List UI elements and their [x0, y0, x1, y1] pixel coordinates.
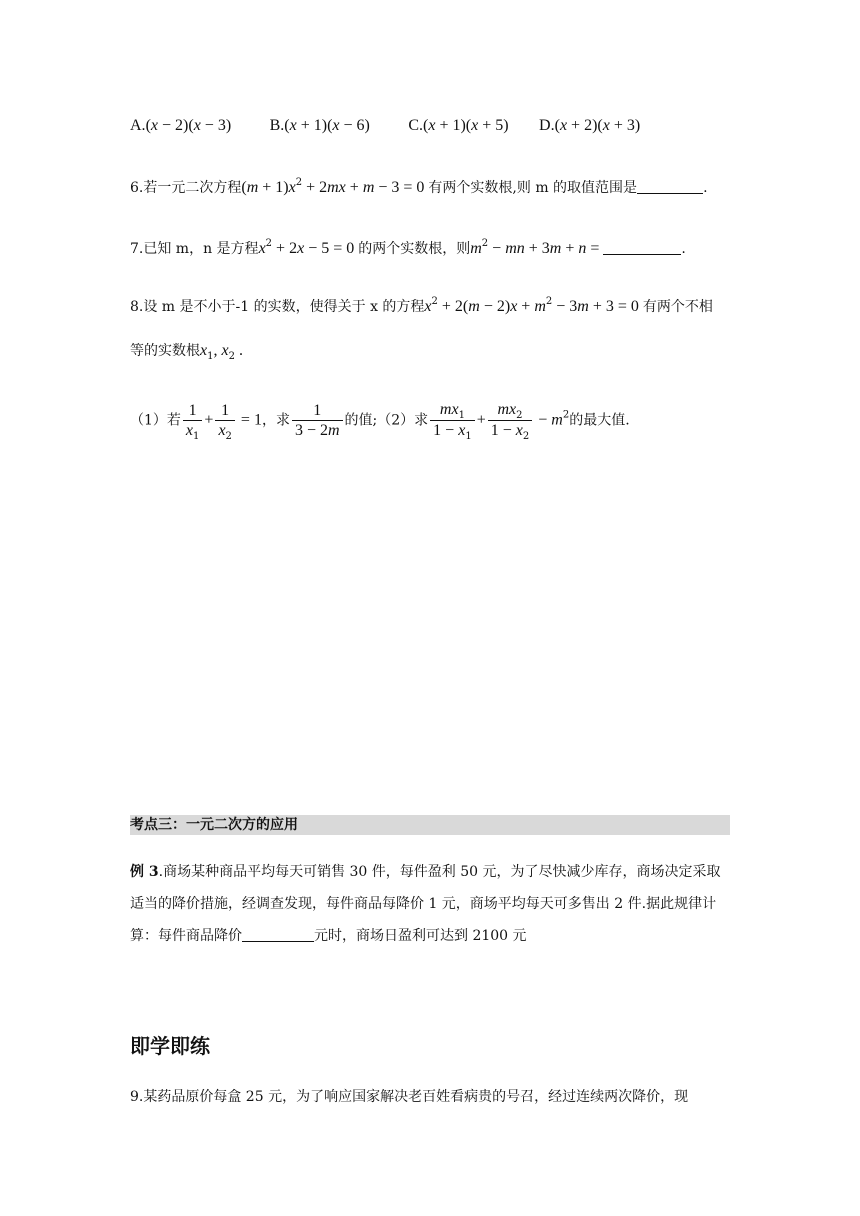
- q7-prefix: 7.已知 m，n 是方程: [130, 241, 259, 257]
- question-7: 7.已知 m，n 是方程$x^2 + 2x - 5 = 0$ 的两个实数根，则$m^2$ − mn + 3m + n = .: [130, 238, 686, 257]
- section-title: 即学即练: [130, 1034, 210, 1058]
- fraction-1-over-x1: $\frac{1}{x_1}$: [183, 401, 202, 441]
- fraction-mx2: $\frac{mx_2}{1 - x_2}$: [488, 400, 533, 441]
- q8-prefix: 8.设 m 是不小于-1 的实数，使得关于 x 的方程: [130, 299, 425, 315]
- q5-option-a[interactable]: A.(x − 2)(x − 3): [130, 117, 232, 134]
- q7-middle: 的两个实数根，则: [358, 241, 471, 257]
- example-3-answer-blank[interactable]: [242, 927, 314, 942]
- q8-middle: 有两个不相: [642, 299, 713, 315]
- question-8-line-2: 等的实数根$x_1$, $x_2$ .: [130, 342, 243, 362]
- section-heading-3: 考点三：一元二次方的应用: [130, 817, 298, 833]
- fraction-mx1: $\frac{mx_1}{1 - x_1}$: [430, 400, 475, 441]
- example-3: 例 3.商场某种商品平均每天可销售 30 件，每件盈利 50 元，为了尽快减少库存，商场决定采取适当的降价措施，经调查发现，每件商品每降价 1 元，商场平均每天可多售出 2 件.据此规律计算：每件商品降价 元时，商场日盈利可达到 2100 元: [130, 864, 721, 944]
- question-9: 9.某药品原价每盒 25 元，为了响应国家解决老百姓看病贵的号召，经过连续两次降价，现: [130, 1089, 689, 1105]
- example-3-label: 例 3: [130, 864, 159, 880]
- q6-prefix: 6.若一元二次方程: [130, 180, 242, 196]
- fraction-1-over-x2: $\frac{1}{x_2}$: [215, 401, 234, 441]
- question-8-subparts: （1）若 $\frac{1}{x_1}$ + $\frac{1}{x_2}$ = 1，求 $\frac{1}{3 - 2m}$ 的值;（2）求 $\frac{mx_1}{1 - x_1}$ + $\frac{mx_2}{1 - x_2}$ − $m^2$的最大值.: [130, 401, 630, 442]
- question-8: 8.设 m 是不小于-1 的实数，使得关于 x 的方程$x^2 + 2(m - 2)x + m^2 - 3m + 3 = 0$ 有两个不相: [130, 296, 713, 315]
- q7-answer-blank[interactable]: [603, 240, 681, 255]
- q6-middle: 有两个实数根,则 m 的取值范围是: [428, 180, 638, 196]
- q5-options: [130, 116, 640, 136]
- q6-answer-blank[interactable]: [637, 179, 703, 194]
- q5-option-d[interactable]: D.(x + 2)(x + 3): [539, 117, 641, 134]
- q5-option-b[interactable]: B.(x + 1)(x − 6): [269, 117, 370, 134]
- question-6: 6.若一元二次方程$(m + 1)x^2 + 2mx + m - 3 = 0$ 有两个实数根,则 m 的取值范围是 .: [130, 177, 708, 196]
- q5-option-c[interactable]: C.(x + 1)(x + 5): [408, 117, 509, 134]
- fraction-1-over-3-2m: $\frac{1}{3 - 2m}$: [292, 401, 343, 441]
